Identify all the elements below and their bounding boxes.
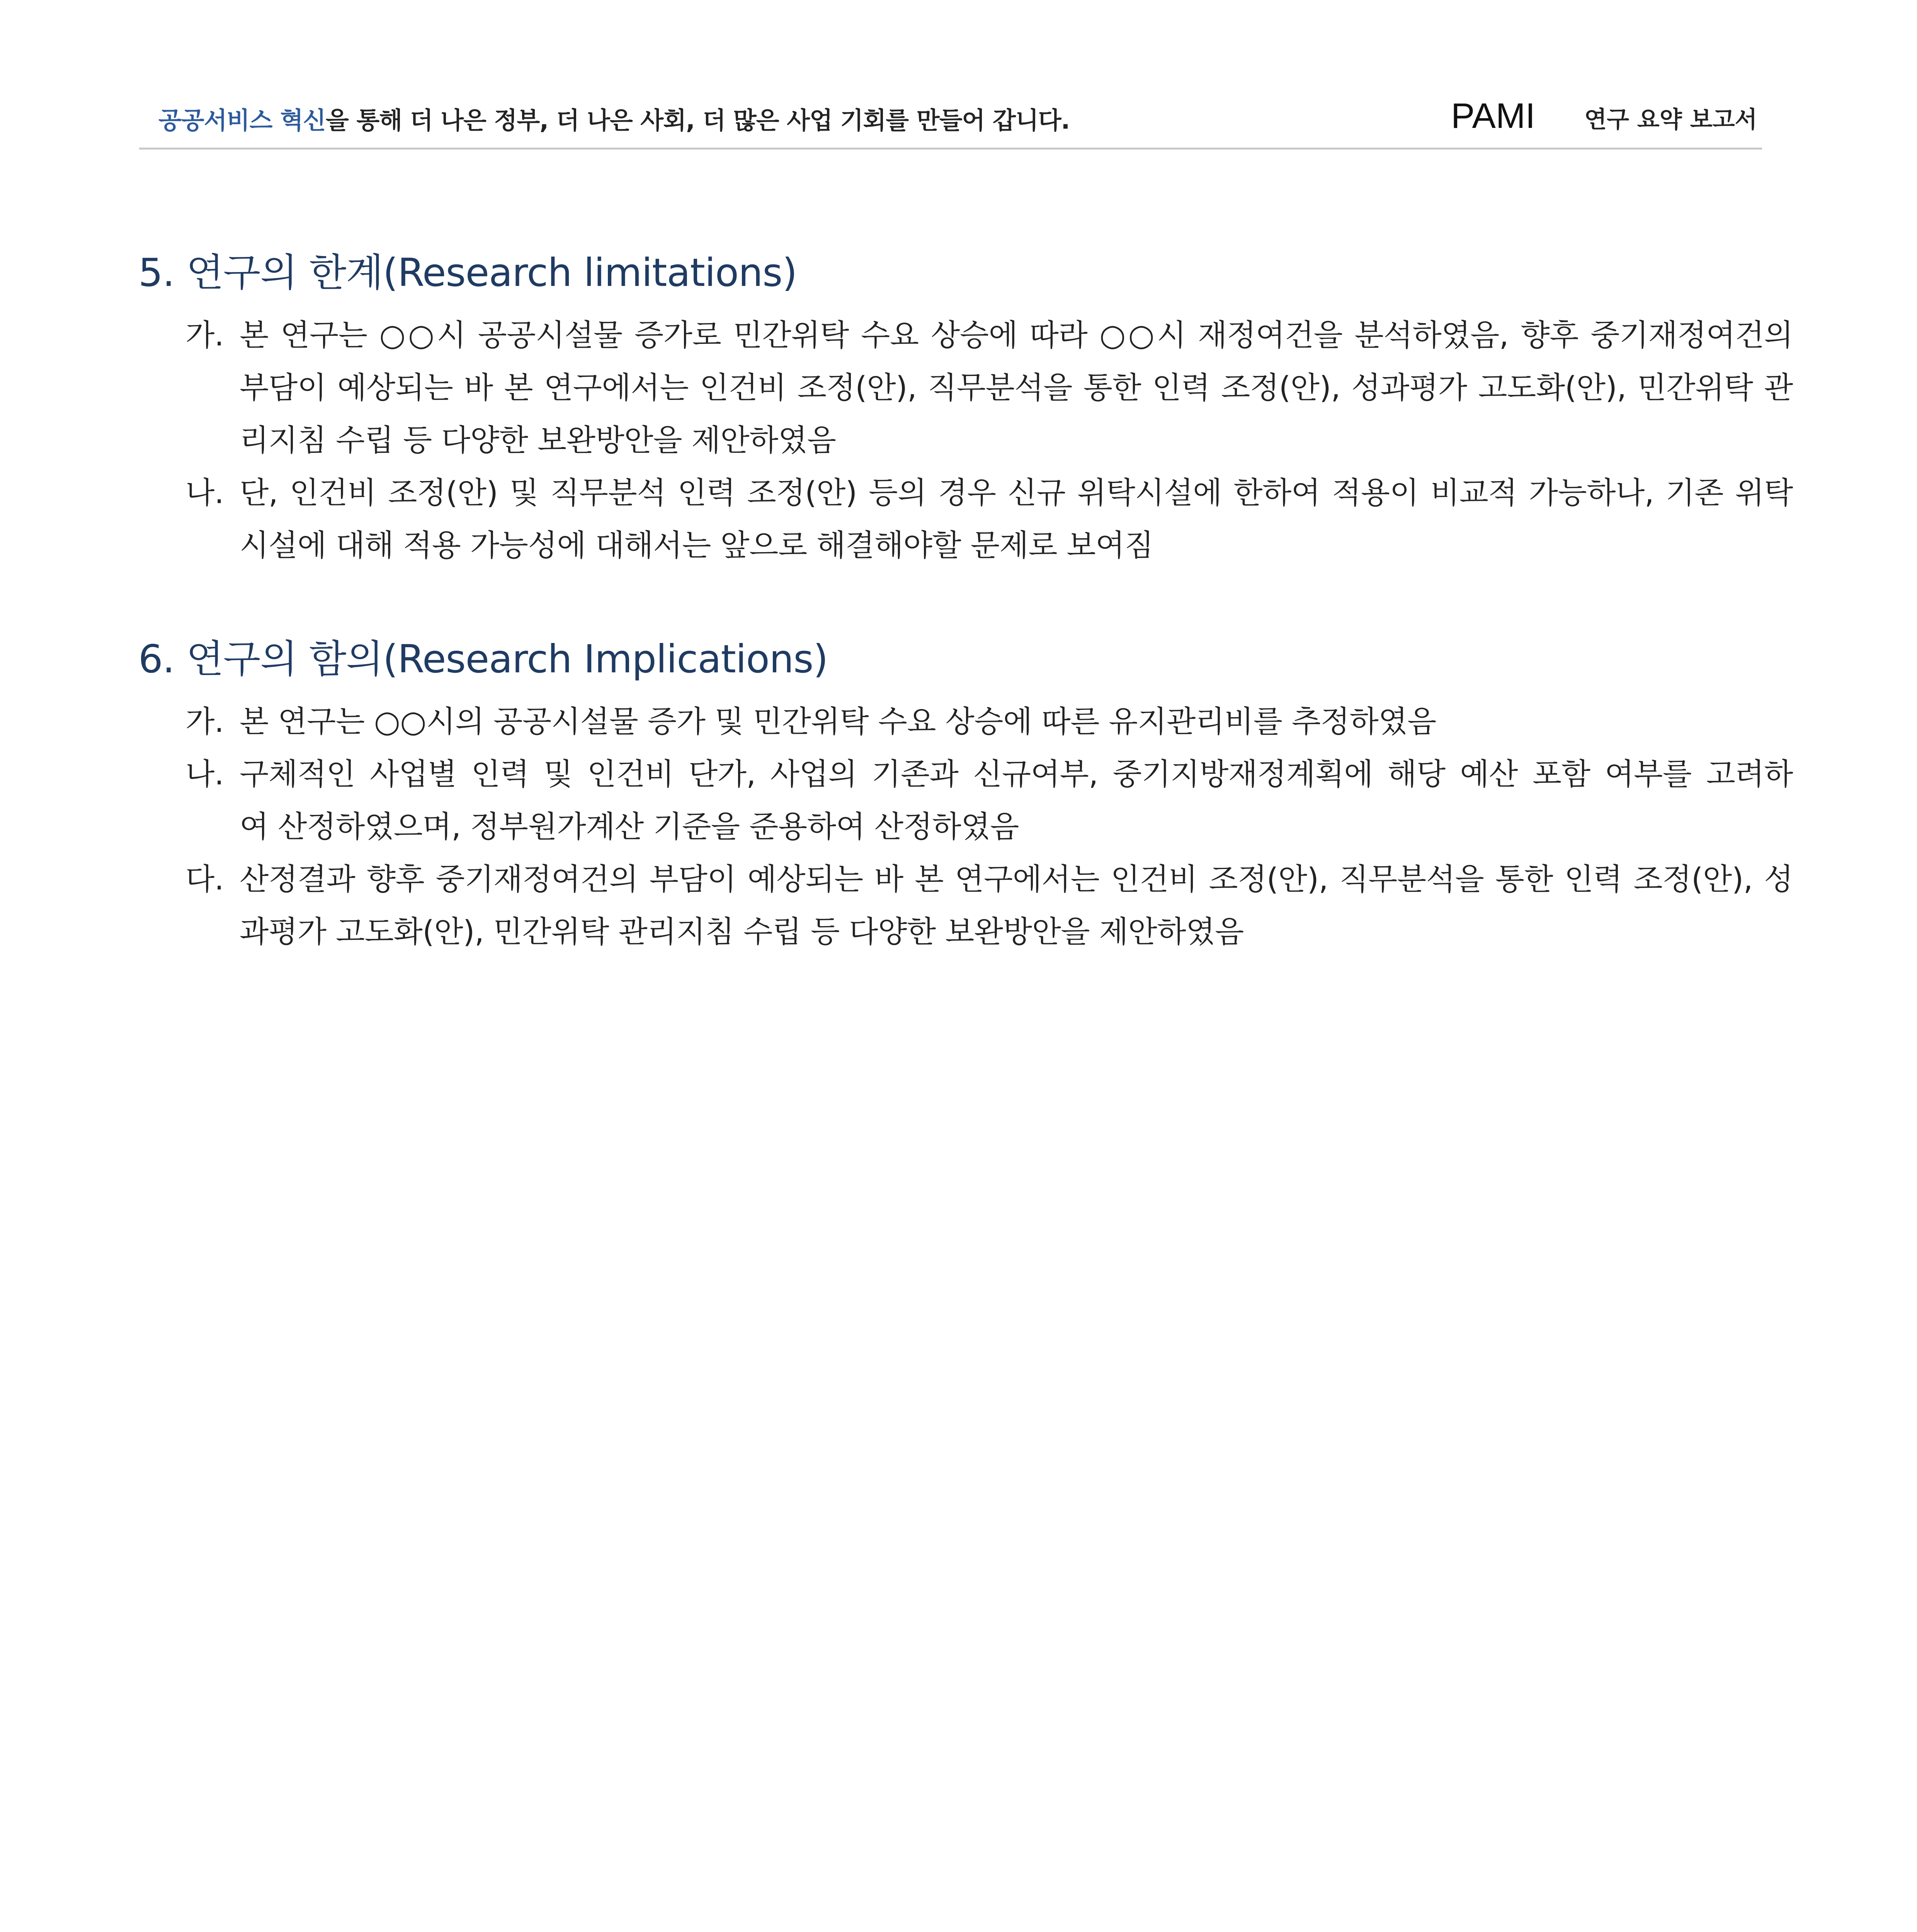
text-line: 부담이 예상되는 바 본 연구에서는 인건비 조정(안), 직무분석을 통한 인력 조정(안), 성과평가 고도화(안), 민간위탁 관 [240, 371, 1793, 405]
list-marker: 가. [185, 318, 224, 353]
list-marker: 나. [185, 757, 224, 792]
text-line: 구체적인 사업별 인력 및 인건비 단가, 사업의 기존과 신규여부, 중기지방재정계획에 해당 예산 포함 여부를 고려하 [240, 757, 1793, 792]
list-marker: 나. [185, 476, 224, 510]
text-line: 리지침 수립 등 다양한 보완방안을 제안하였음 [240, 423, 836, 458]
list-item [185, 748, 1793, 853]
section-title-limitations: 5. 연구의 한계(Research limitations) [138, 250, 797, 295]
section-title-implications: 6. 연구의 함의(Research Implications) [138, 636, 828, 682]
list-item [185, 853, 1793, 958]
tagline-highlight: 공공서비스 혁신 [158, 106, 326, 134]
header-divider [139, 148, 1762, 150]
text-line: 단, 인건비 조정(안) 및 직무분석 인력 조정(안) 등의 경우 신규 위탁시설에 한하여 적용이 비교적 가능하나, 기존 위탁 [240, 476, 1793, 510]
report-type: 연구 요약 보고서 [1584, 106, 1757, 133]
list-item [185, 309, 1793, 467]
text-line: 산정결과 향후 중기재정여건의 부담이 예상되는 바 본 연구에서는 인건비 조정(안), 직무분석을 통한 인력 조정(안), 성 [240, 862, 1793, 897]
list-marker: 다. [185, 862, 224, 897]
text-line: 시설에 대해 적용 가능성에 대해서는 앞으로 해결해야할 문제로 보여짐 [240, 528, 1153, 563]
header-tagline [158, 101, 1070, 136]
tagline-rest: 을 통해 더 나은 정부, 더 나은 사회, 더 많은 사업 기회를 만들어 갑니다. [325, 106, 1070, 134]
list-item [185, 696, 1793, 748]
list-marker: 가. [185, 704, 224, 739]
text-line: 여 산정하였으며, 정부원가계산 기준을 준용하여 산정하였음 [240, 810, 1019, 844]
text-line: 본 연구는 ○○시의 공공시설물 증가 및 민간위탁 수요 상승에 따른 유지관리비를 추정하였음 [240, 704, 1436, 739]
text-line: 본 연구는 ○○시 공공시설물 증가로 민간위탁 수요 상승에 따라 ○○시 재정여건을 분석하였음, 향후 중기재정여건의 [240, 318, 1793, 353]
list-item [185, 467, 1793, 572]
brand-logo-text: PAMI [1451, 96, 1536, 136]
text-line: 과평가 고도화(안), 민간위탁 관리지침 수립 등 다양한 보완방안을 제안하였음 [240, 915, 1244, 949]
